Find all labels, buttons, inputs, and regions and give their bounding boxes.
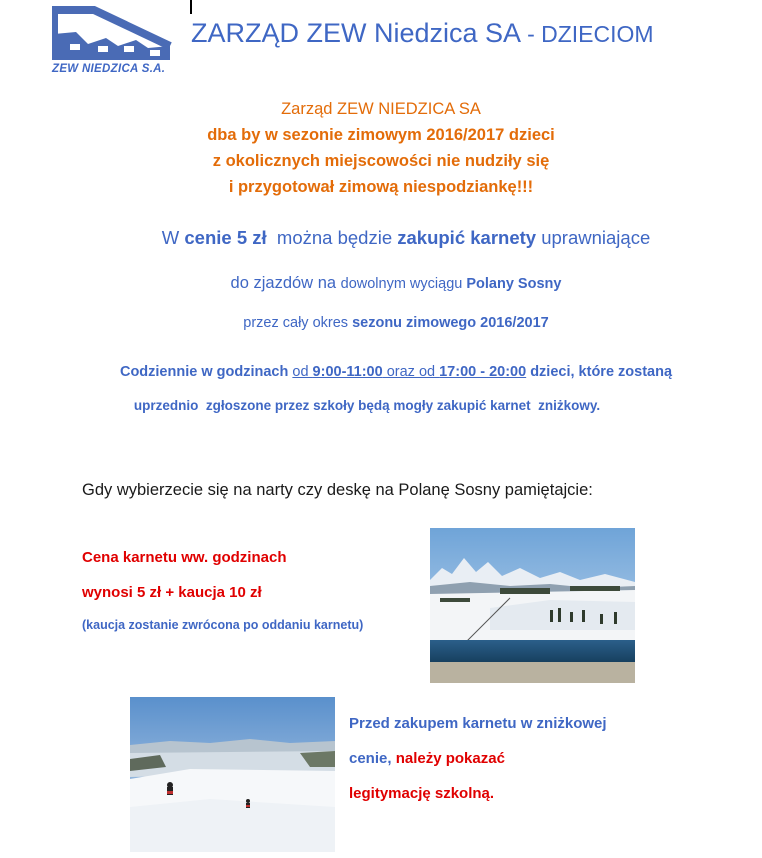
purchase-text: cenie, [349, 750, 396, 767]
hours-evening: 17:00 - 20:00 [439, 364, 527, 380]
offer-text: do zjazdów [230, 274, 318, 292]
logo-text: ZEW NIEDZICA S.A. [52, 63, 166, 75]
intro-line: i przygotował zimową niespodziankę!!! [228, 178, 534, 196]
offer-text: na [317, 274, 341, 292]
intro-line: z okolicznych miejscowości nie nudziły się [212, 152, 550, 170]
price-line-2: wynosi 5 zł + kaucja 10 zł [82, 584, 262, 601]
intro-block [0, 96, 762, 200]
reminder-heading: Gdy wybierzecie się na narty czy deskę na Polanę Sosny pamiętajcie: [82, 481, 593, 499]
intro-line: dba by w sezonie zimowym 2016/2017 dzieci [207, 126, 555, 144]
offer-price: cenie 5 zł [184, 227, 267, 248]
offer-text: przez cały okres [243, 315, 353, 331]
offer-text: można będzie [266, 227, 398, 248]
offer-text: W [161, 227, 185, 248]
hours-text: Codziennie w godzinach [119, 364, 293, 380]
price-line-1: Cena karnetu ww. godzinach [82, 549, 287, 566]
offer-emphasis: zakupić karnety [397, 227, 537, 248]
offer-season: sezonu zimowego 2016/2017 [352, 315, 549, 331]
hours-text: od [292, 364, 313, 380]
hours-line-1 [0, 364, 762, 380]
hours-text: oraz od [382, 364, 440, 380]
skiers-photo [130, 697, 335, 852]
offer-line-2 [0, 274, 762, 293]
title-main: ZARZĄD ZEW Niedzica SA [191, 18, 522, 48]
price-note: (kaucja zostanie zwrócona po oddaniu karnetu) [82, 618, 364, 632]
offer-line-3 [0, 315, 762, 331]
offer-text: uprawniające [536, 227, 651, 248]
offer-text: dowolnym wyciągu [340, 276, 467, 292]
hours-morning: 9:00-11:00 [312, 364, 383, 380]
ski-slope-photo [430, 528, 635, 683]
purchase-emphasis: należy pokazać [395, 750, 505, 767]
hours-line-2: uprzednio zgłoszone przez szkoły będą mogły zakupić karnet zniżkowy. [133, 398, 601, 413]
purchase-line-1: Przed zakupem karnetu w zniżkowej [349, 715, 607, 732]
title-subtitle: - DZIECIOM [527, 21, 654, 47]
offer-place: Polany Sosny [466, 276, 562, 292]
text-cursor [190, 0, 192, 14]
intro-line: Zarząd ZEW NIEDZICA SA [281, 100, 481, 118]
purchase-line-3: legitymację szkolną. [349, 785, 495, 802]
purchase-line-2 [349, 750, 505, 767]
page-title [191, 18, 654, 49]
offer-line-1 [0, 227, 762, 249]
hours-text: dzieci, które zostaną [526, 364, 673, 380]
